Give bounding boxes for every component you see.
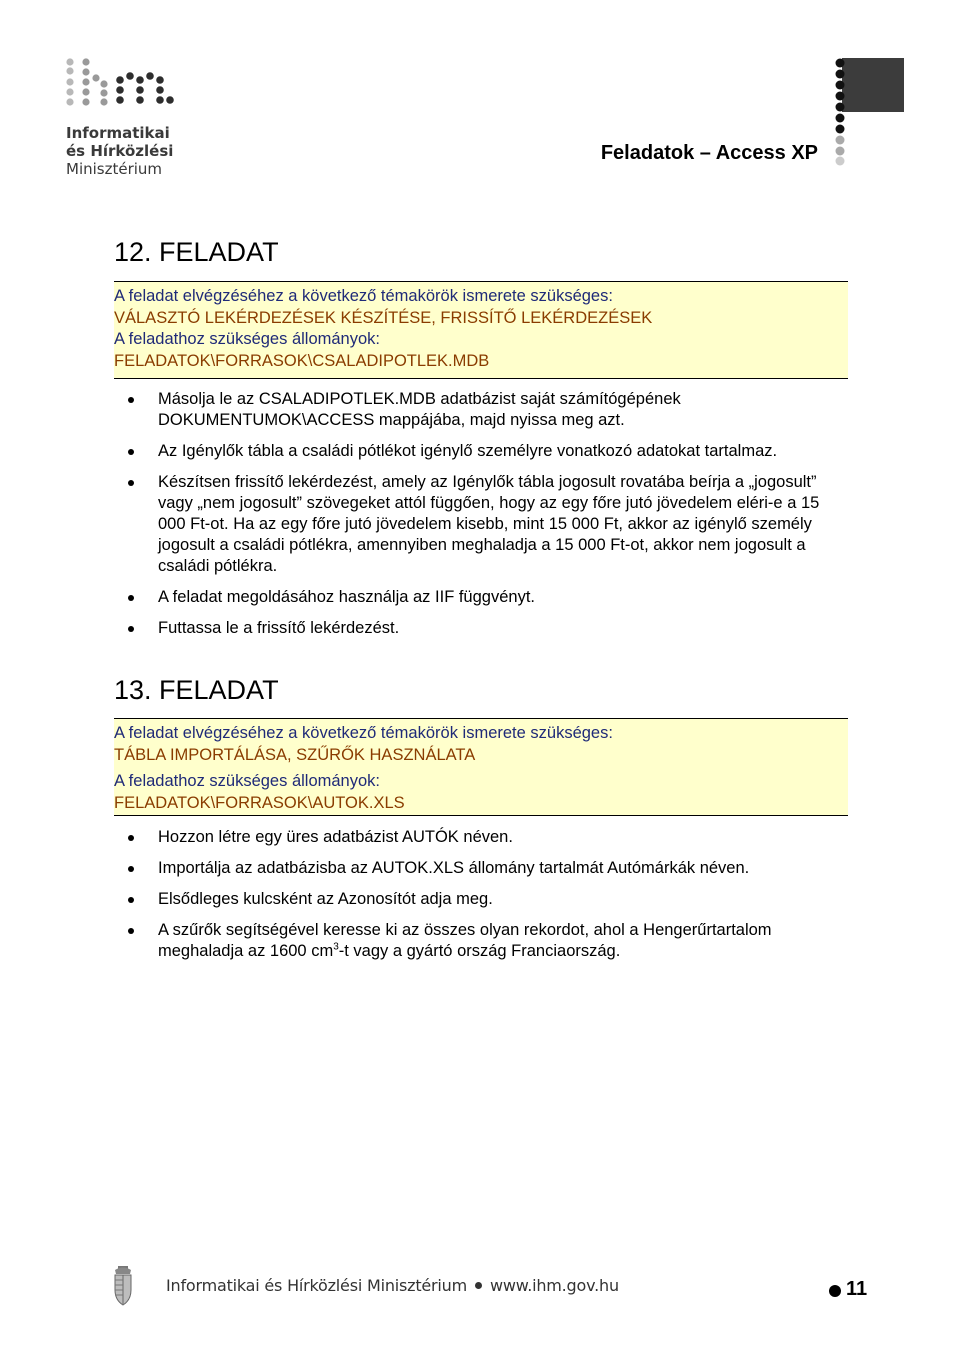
task-12-topics: VÁLASZTÓ LEKÉRDEZÉSEK KÉSZÍTÉSE, FRISSÍTŐ LEKÉRDEZÉSEK: [114, 308, 653, 327]
footer-text: [166, 1276, 619, 1295]
logo-word-3: Minisztérium: [66, 160, 163, 178]
header-bar: [842, 58, 904, 112]
list-item: [128, 858, 848, 879]
footer-ministry: Informatikai és Hírközlési Minisztérium: [166, 1276, 468, 1295]
logo-word-2: és Hírközlési: [66, 142, 174, 160]
step-text-last: [158, 920, 848, 962]
coat-of-arms-icon: [112, 1266, 134, 1306]
list-item: [128, 920, 848, 962]
task-12-steps: [128, 389, 848, 649]
step-text: Hozzon létre egy üres adatbázist AUTÓK néven.: [158, 828, 513, 846]
list-item: [128, 889, 848, 910]
task-13-title: 13. FELADAT: [114, 675, 279, 705]
list-item: [128, 441, 848, 462]
task-12-files: FELADATOK\FORRASOK\CSALADIPOTLEK.MDB: [114, 351, 490, 370]
step-text: Készítsen frissítő lekérdezést, amely az Igénylők tábla jogosult rovatába beírja a „jogosult” vagy „nem jogosult” szövegeket attól függően, hogy az egy főre jutó jövedelem eléri-e a 15 000 Ft-ot. Ha az egy főre jutó jövedelem kisebb, mint 15 000 Ft, akkor az igénylő személy jogosult a családi pótlékra, amennyiben meghaladja a 15 000 Ft-ot, akkor nem jogosult a családi pótlékra.: [158, 473, 820, 575]
task-12-topics-label: A feladat elvégzéséhez a következő témakörök ismerete szükséges:: [114, 287, 613, 305]
task-12-title: 12. FELADAT: [114, 237, 279, 267]
step-text: A feladat megoldásához használja az IIF függvényt.: [158, 588, 535, 606]
step-text: Futtassa le a frissítő lekérdezést.: [158, 619, 400, 637]
task-13-files: FELADATOK\FORRASOK\AUTOK.XLS: [114, 793, 405, 812]
page-dot-icon: [829, 1285, 841, 1297]
list-item: [128, 389, 848, 431]
ministry-logo-icon: [64, 58, 184, 112]
task-12-files-label: A feladathoz szükséges állományok:: [114, 330, 380, 348]
list-item: [128, 827, 848, 848]
footer-url: www.ihm.gov.hu: [490, 1276, 619, 1295]
step-text: Importálja az adatbázisba az AUTOK.XLS állomány tartalmát Autómárkák néven.: [158, 859, 750, 877]
task-13-files-label: A feladathoz szükséges állományok:: [114, 772, 380, 790]
step-text: Elsődleges kulcsként az Azonosítót adja meg.: [158, 890, 493, 908]
page-number: 11: [846, 1278, 868, 1300]
superscript: 3: [333, 941, 339, 953]
task-13-steps: [128, 827, 848, 972]
step-text-after: -t vagy a gyártó ország Franciaország.: [338, 942, 621, 960]
list-item: [128, 587, 848, 608]
task-13-infobox: [114, 718, 848, 816]
header-dots-icon: [832, 58, 848, 166]
task-12-infobox: [114, 281, 848, 379]
step-text-before: A szűrők segítségével keresse ki az összes olyan rekordot, ahol a Hengerűrtartalom meghaladja az 1600 cm: [158, 921, 772, 960]
header-title: Feladatok – Access XP: [600, 142, 818, 164]
footer-separator-icon: [475, 1282, 482, 1289]
task-13-topics: TÁBLA IMPORTÁLÁSA, SZŰRŐK HASZNÁLATA: [114, 745, 476, 764]
logo-word-1: Informatikai: [66, 124, 170, 142]
task-13-topics-label: A feladat elvégzéséhez a következő témakörök ismerete szükséges:: [114, 724, 613, 742]
list-item: [128, 618, 848, 639]
step-text: Másolja le az CSALADIPOTLEK.MDB adatbázist saját számítógépének DOKUMENTUMOK\ACCESS mappájába, majd nyissa meg azt.: [158, 390, 681, 429]
step-text: Az Igénylők tábla a családi pótlékot igénylő személyre vonatkozó adatokat tartalmaz.: [158, 442, 778, 460]
list-item: [128, 472, 848, 577]
